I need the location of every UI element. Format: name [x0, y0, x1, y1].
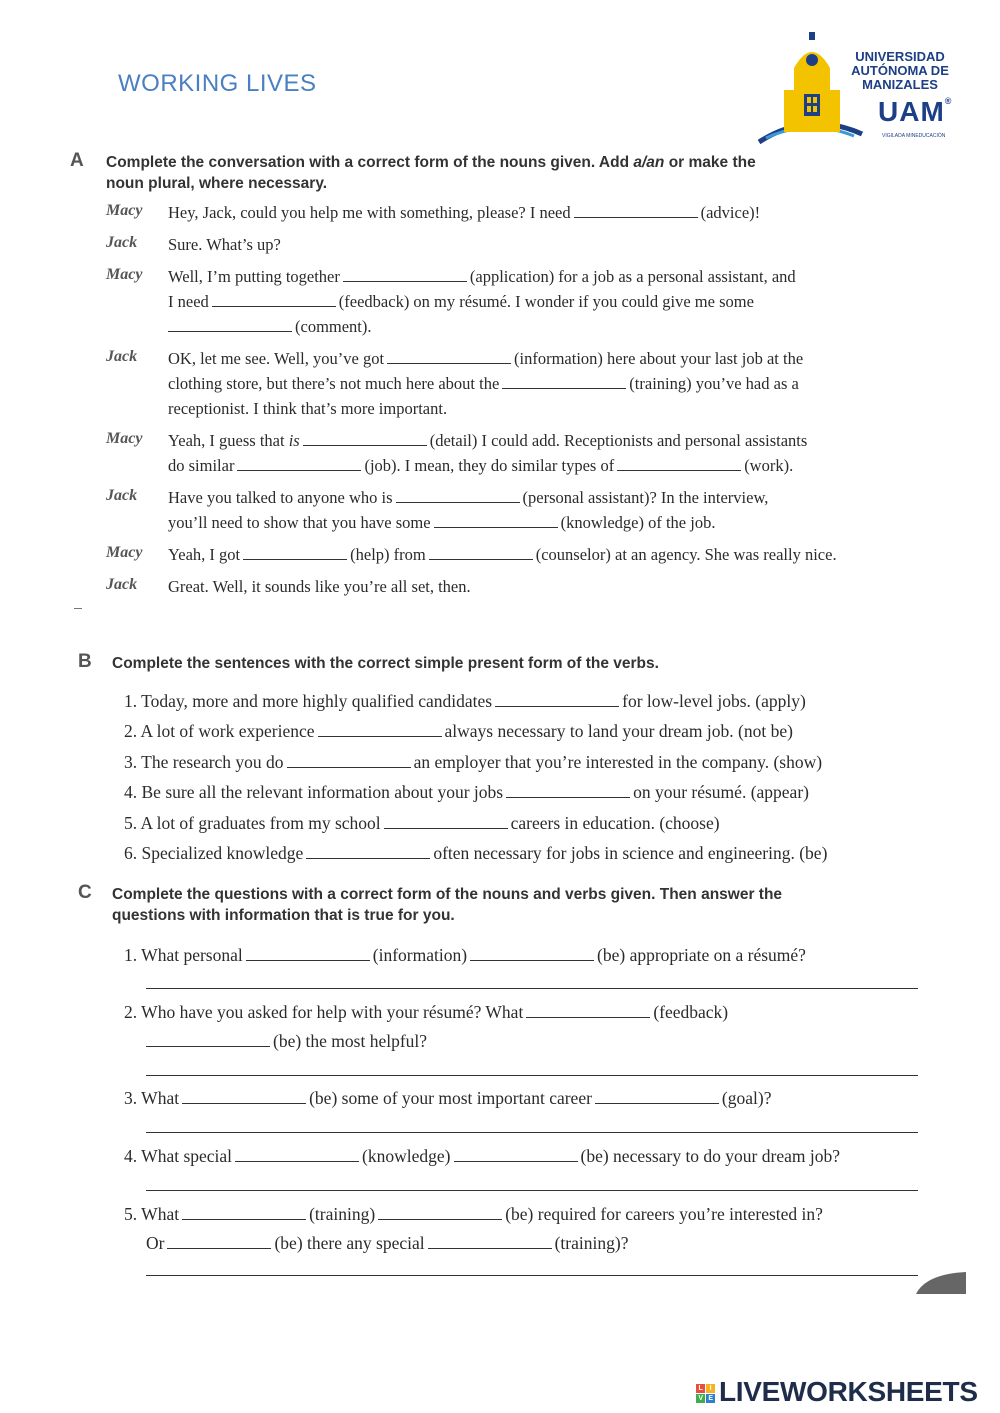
question-item: 5. What (training) (be) required for careers you’re interested in?: [124, 1204, 823, 1224]
section-b-letter: B: [78, 651, 92, 672]
answer-line[interactable]: [146, 1132, 918, 1133]
answer-blank[interactable]: [306, 857, 430, 859]
building-icon: [754, 30, 864, 150]
answer-blank[interactable]: [167, 1247, 271, 1249]
logo-abbreviation: UAM®: [878, 96, 953, 127]
divider: [74, 608, 82, 609]
dialogue-line: receptionist. I think that’s more important.: [168, 399, 448, 418]
dialogue-line: Have you talked to anyone who is (personal assistant)? In the interview,: [168, 488, 769, 507]
dialogue-line: Yeah, I guess that is (detail) I could add. Receptionists and personal assistants: [168, 431, 808, 450]
section-b-instruction: Complete the sentences with the correct simple present form of the verbs.: [112, 655, 659, 672]
list-item: 5. A lot of graduates from my school careers in education. (choose): [124, 813, 720, 833]
dialogue-line: you’ll need to show that you have some (knowledge) of the job.: [168, 513, 716, 532]
answer-blank[interactable]: [246, 959, 370, 961]
list-item: 3. The research you do an employer that you’re interested in the company. (show): [124, 752, 823, 772]
page-corner-decoration: [916, 1270, 966, 1294]
answer-blank[interactable]: [243, 558, 347, 560]
speaker-label: Jack: [106, 576, 138, 593]
list-item: 6. Specialized knowledge often necessary for jobs in science and engineering. (be): [124, 843, 828, 863]
answer-line[interactable]: [146, 1190, 918, 1191]
answer-blank[interactable]: [182, 1102, 306, 1104]
answer-blank[interactable]: [617, 469, 741, 471]
answer-line[interactable]: [146, 988, 918, 989]
dialogue-line: OK, let me see. Well, you’ve got (information) here about your last job at the: [168, 349, 804, 368]
liveworksheets-logo: L I V E LIVEWORKSHEETS: [696, 1376, 978, 1408]
answer-blank[interactable]: [454, 1160, 578, 1162]
speaker-label: Jack: [106, 234, 138, 251]
page-title: WORKING LIVES: [118, 70, 317, 97]
speaker-label: Jack: [106, 487, 138, 504]
dialogue-line: I need (feedback) on my résumé. I wonder if you could give me some: [168, 292, 754, 311]
dialogue-line: Hey, Jack, could you help me with something, please? I need (advice)!: [168, 203, 761, 222]
speaker-label: Macy: [106, 266, 143, 283]
answer-blank[interactable]: [384, 827, 508, 829]
logo-tagline: VIGILADA MINEDUCACIÓN: [882, 133, 946, 139]
dialogue-line: do similar (job). I mean, they do similar types of (work).: [168, 456, 794, 475]
answer-blank[interactable]: [495, 705, 619, 707]
answer-blank[interactable]: [502, 387, 626, 389]
answer-blank[interactable]: [595, 1102, 719, 1104]
answer-blank[interactable]: [303, 444, 427, 446]
answer-blank[interactable]: [318, 735, 442, 737]
answer-line[interactable]: [146, 1075, 918, 1076]
list-item: 1. Today, more and more highly qualified candidates for low-level jobs. (apply): [124, 691, 806, 711]
answer-blank[interactable]: [470, 959, 594, 961]
answer-blank[interactable]: [387, 362, 511, 364]
dialogue-line: clothing store, but there’s not much here about the (training) you’ve had as a: [168, 374, 799, 393]
dialogue-line: (comment).: [168, 314, 372, 339]
answer-blank[interactable]: [378, 1218, 502, 1220]
section-c-instruction: Complete the questions with a correct form of the nouns and verbs given. Then answer the questions with information that is true for you.: [112, 886, 783, 924]
question-item: 1. What personal (information) (be) appropriate on a résumé?: [124, 945, 806, 965]
answer-blank[interactable]: [526, 1016, 650, 1018]
answer-blank[interactable]: [343, 280, 467, 282]
speaker-label: Macy: [106, 202, 143, 219]
answer-blank[interactable]: [212, 305, 336, 307]
dialogue-line: Well, I’m putting together (application) for a job as a personal assistant, and: [168, 267, 796, 286]
answer-blank[interactable]: [429, 558, 533, 560]
answer-blank[interactable]: [396, 501, 520, 503]
answer-blank[interactable]: [168, 330, 292, 332]
liveworksheets-grid-icon: L I V E: [696, 1384, 715, 1403]
question-item: 3. What (be) some of your most important career (goal)?: [124, 1088, 772, 1108]
answer-blank[interactable]: [506, 796, 630, 798]
speaker-label: Jack: [106, 348, 138, 365]
speaker-label: Macy: [106, 430, 143, 447]
section-a-instruction: Complete the conversation with a correct form of the nouns given. Add a/an or make the noun plural, where necessary.: [106, 154, 756, 192]
answer-blank[interactable]: [146, 1045, 270, 1047]
dialogue-line: Yeah, I got (help) from (counselor) at an agency. She was really nice.: [168, 545, 837, 564]
answer-blank[interactable]: [237, 469, 361, 471]
question-item: 4. What special (knowledge) (be) necessary to do your dream job?: [124, 1146, 840, 1166]
answer-line[interactable]: [146, 1275, 918, 1276]
university-logo: [754, 30, 954, 150]
answer-blank[interactable]: [574, 216, 698, 218]
section-c-letter: C: [78, 882, 92, 903]
answer-blank[interactable]: [434, 526, 558, 528]
list-item: 4. Be sure all the relevant information about your jobs on your résumé. (appear): [124, 782, 809, 802]
answer-blank[interactable]: [235, 1160, 359, 1162]
answer-blank[interactable]: [182, 1218, 306, 1220]
question-item-continued: Or (be) there any special (training)?: [146, 1233, 629, 1253]
question-item-continued: (be) the most helpful?: [146, 1026, 427, 1056]
dialogue-line: Sure. What’s up?: [168, 235, 281, 254]
speaker-label: Macy: [106, 544, 143, 561]
list-item: 2. A lot of work experience always necessary to land your dream job. (not be): [124, 721, 793, 741]
section-a-letter: A: [70, 150, 84, 171]
logo-name: UNIVERSIDAD AUTÓNOMA DE MANIZALES: [851, 49, 949, 92]
dialogue-line: Great. Well, it sounds like you’re all set, then.: [168, 577, 471, 596]
question-item: 2. Who have you asked for help with your résumé? What (feedback): [124, 1002, 729, 1022]
answer-blank[interactable]: [287, 766, 411, 768]
answer-blank[interactable]: [428, 1247, 552, 1249]
